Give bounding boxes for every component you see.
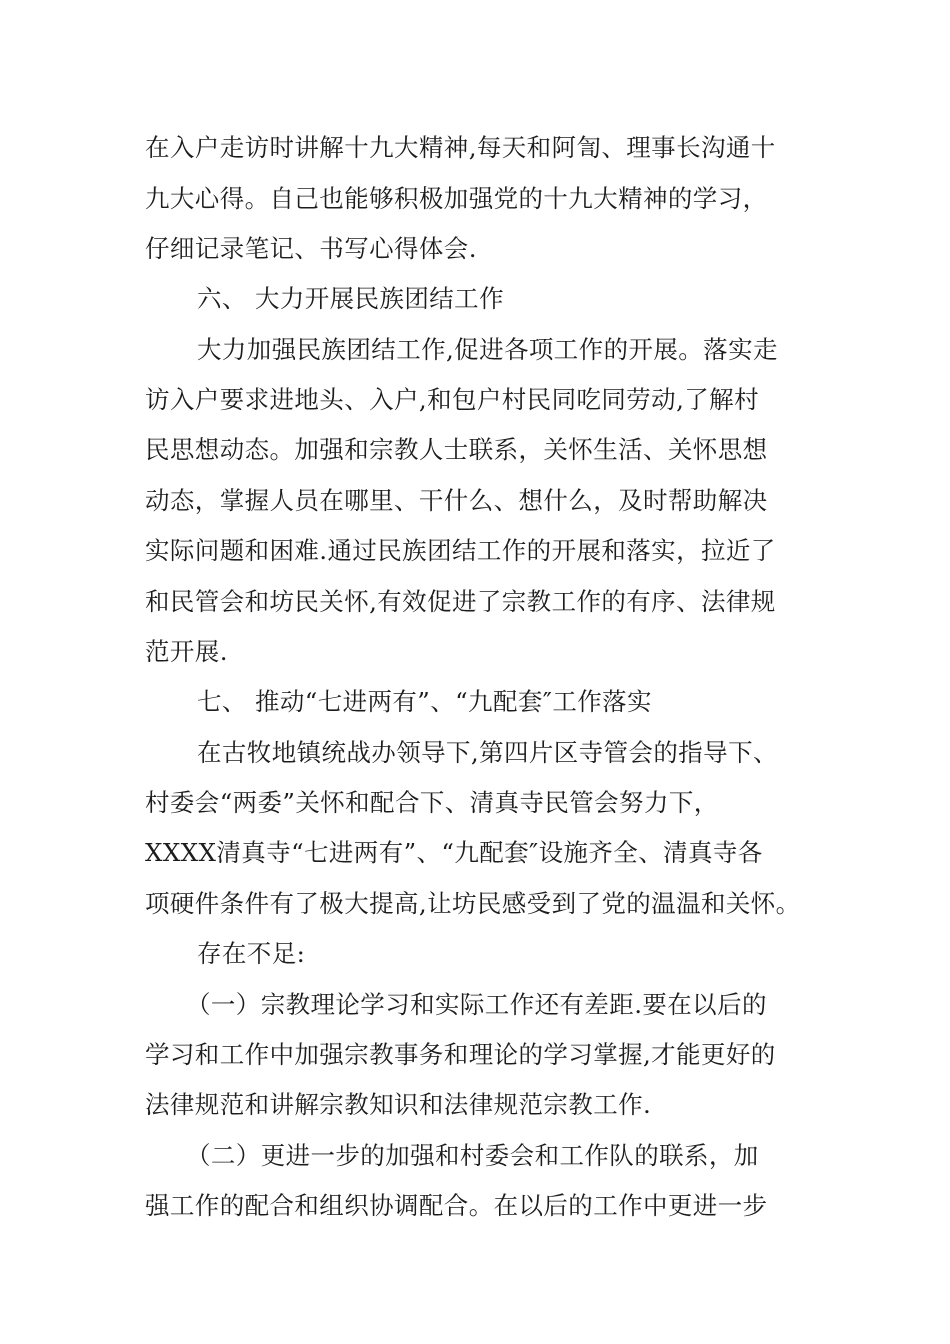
text-line: （一）宗教理论学习和实际工作还有差距.要在以后的 [186, 990, 767, 1019]
text-line: 强工作的配合和组织协调配合。在以后的工作中更进一步 [145, 1191, 768, 1220]
text-line: 九大心得。自己也能够积极加强党的十九大精神的学习， [145, 184, 768, 213]
section-heading: 存在不足: [197, 939, 306, 968]
text-line: XXXX清真寺“七进两有”、“九配套″设施齐全、清真寺各 [145, 838, 763, 867]
text-line: 和民管会和坊民关怀,有效促进了宗教工作的有序、法律规 [145, 587, 776, 616]
text-line: 学习和工作中加强宗教事务和理论的学习掌握,才能更好的 [145, 1040, 776, 1069]
text-line: 在古牧地镇统战办领导下,第四片区寺管会的指导下、 [197, 738, 778, 767]
text-line: 项硬件条件有了极大提高,让坊民感受到了党的温温和关怀。 [145, 889, 801, 918]
section-heading: 七、 推动“七进两有”、“九配套″工作落实 [197, 687, 652, 716]
text-line: 访入户要求进地头、入户,和包户村民同吃同劳动,了解村 [145, 385, 759, 414]
text-line: 法律规范和讲解宗教知识和法律规范宗教工作. [145, 1090, 652, 1119]
text-line: 仔细记录笔记、书写心得体会. [145, 234, 477, 263]
text-line: 大力加强民族团结工作,促进各项工作的开展。落实走 [197, 335, 778, 364]
text-line: 村委会“两委”关怀和配合下、清真寺民管会努力下， [145, 788, 719, 817]
text-line: 动态，掌握人员在哪里、干什么、想什么，及时帮助解决 [145, 486, 768, 515]
text-line: （二）更进一步的加强和村委会和工作队的联系，加 [186, 1141, 759, 1170]
text-line: 民思想动态。加强和宗教人士联系，关怀生活、关怀思想 [145, 435, 768, 464]
text-line: 实际问题和困难.通过民族团结工作的开展和落实，拉近了 [145, 536, 776, 565]
section-heading: 六、 大力开展民族团结工作 [197, 284, 504, 313]
text-line: 范开展. [145, 637, 228, 666]
text-line: 在入户走访时讲解十九大精神,每天和阿訇、理事长沟通十 [145, 133, 776, 162]
